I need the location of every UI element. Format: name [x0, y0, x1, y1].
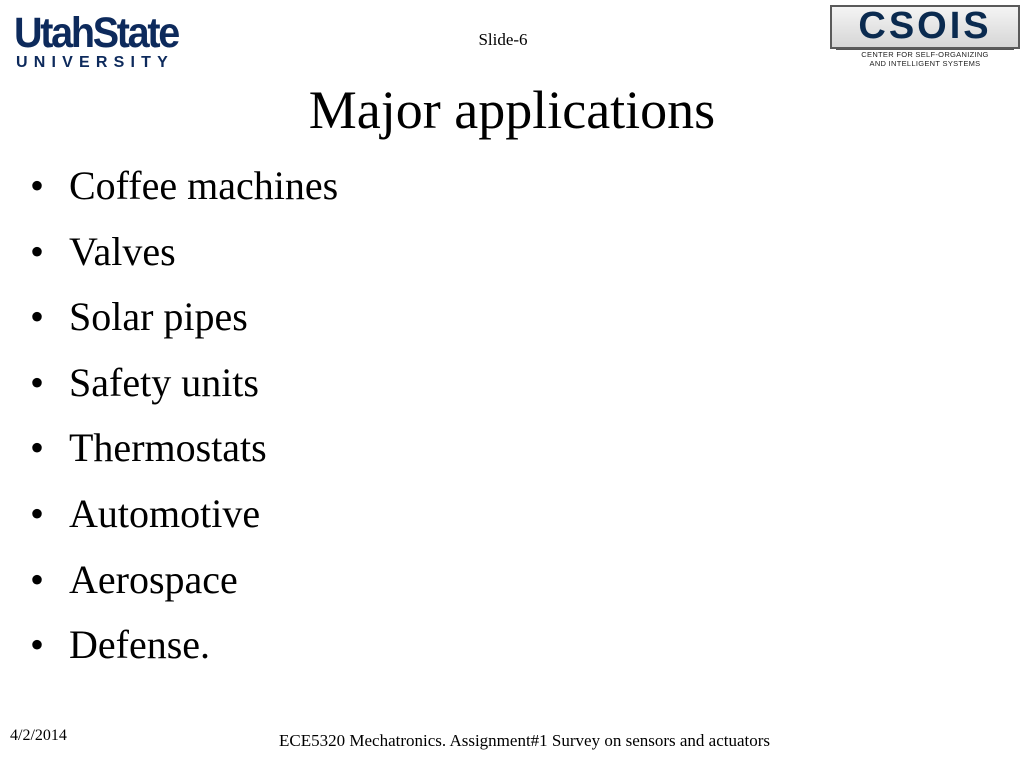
bullet-dot-icon: •: [30, 622, 45, 668]
bullet-dot-icon: •: [30, 294, 45, 340]
csois-logo-wordmark: CSOIS: [858, 5, 992, 47]
slide-number: Slide-6: [478, 30, 528, 49]
slide-title: Major applications: [308, 80, 716, 140]
bullet-dot-icon: •: [30, 425, 45, 471]
bullet-dot-icon: •: [30, 490, 45, 536]
bullet-item: [30, 420, 338, 486]
bullet-text: Safety units: [69, 359, 259, 405]
usu-logo-university: UNIVERSITY: [16, 54, 175, 71]
bullet-text: Aerospace: [69, 556, 238, 602]
bullet-text: Solar pipes: [69, 294, 248, 340]
bullet-list: [30, 158, 338, 683]
csois-subtitle-line2: AND INTELLIGENT SYSTEMS: [869, 59, 981, 68]
bullet-text: Automotive: [69, 490, 261, 536]
bullet-text: Defense.: [69, 622, 211, 668]
bullet-dot-icon: •: [30, 359, 45, 405]
csois-logo: [830, 5, 1020, 69]
bullet-item: [30, 289, 338, 355]
bullet-item: [30, 486, 338, 552]
bullet-item: [30, 158, 338, 224]
footer-date: 4/2/2014: [10, 727, 67, 744]
bullet-dot-icon: •: [30, 556, 45, 602]
bullet-text: Valves: [69, 228, 176, 274]
bullet-dot-icon: •: [30, 163, 45, 208]
bullet-item: [30, 355, 338, 421]
bullet-text: Thermostats: [69, 425, 267, 471]
bullet-item: [30, 552, 338, 618]
bullet-item: [30, 617, 338, 683]
bullet-dot-icon: •: [30, 228, 45, 274]
bullet-text: Coffee machines: [69, 163, 339, 208]
csois-subtitle-line1: CENTER FOR SELF-ORGANIZING: [861, 50, 989, 59]
bullet-item: [30, 224, 338, 290]
footer-text: ECE5320 Mechatronics. Assignment#1 Survey on sensors and actuators: [279, 731, 771, 750]
csois-logo-subtitle: [830, 50, 1020, 68]
usu-logo-wordmark: UtahState: [14, 9, 178, 57]
